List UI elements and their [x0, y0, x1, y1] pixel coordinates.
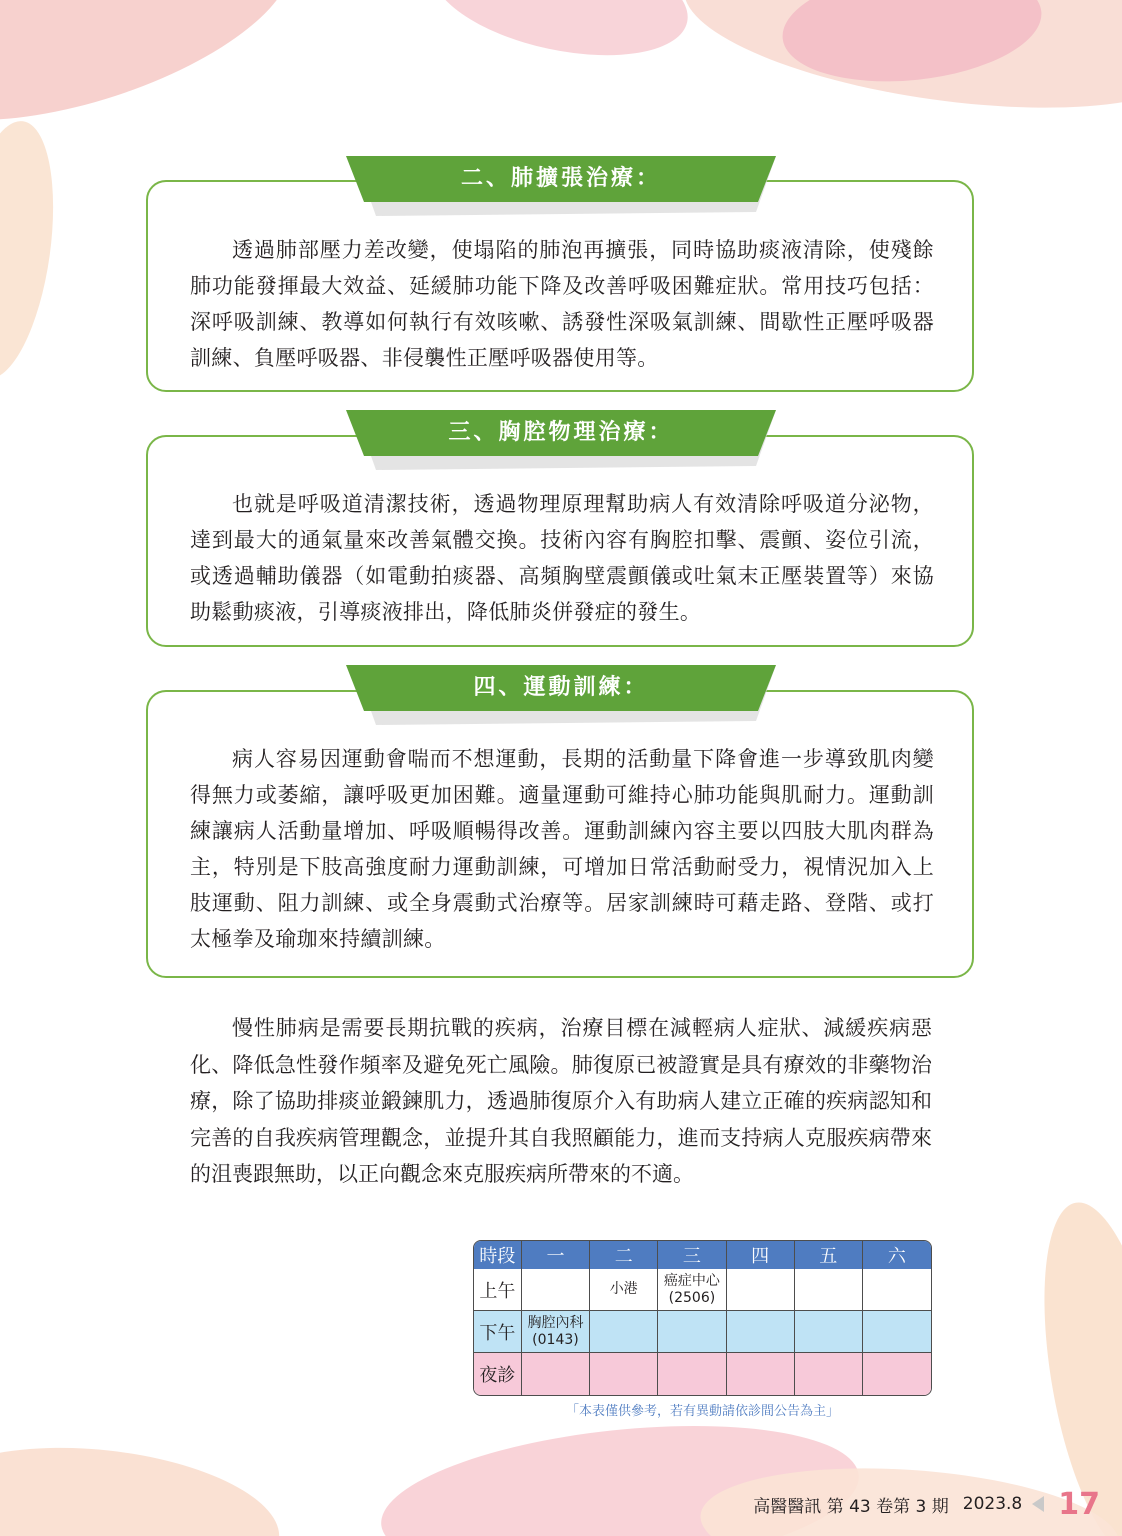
schedule-row-afternoon — [474, 1311, 931, 1353]
schedule-cell — [795, 1311, 863, 1353]
schedule-cell — [590, 1353, 658, 1395]
row-label: 上午 — [474, 1269, 522, 1311]
schedule-row-night — [474, 1353, 931, 1395]
section-heading: 四、運動訓練： — [473, 675, 649, 700]
schedule-cell — [590, 1311, 658, 1353]
schedule-cell — [658, 1353, 726, 1395]
schedule-table — [473, 1240, 932, 1396]
section-chest-physiotherapy — [146, 410, 974, 647]
schedule-cell — [727, 1269, 795, 1311]
schedule-cell — [863, 1353, 931, 1395]
day-header: 三 — [658, 1241, 726, 1269]
journal-issue: 高醫醫訊 第 43 卷第 3 期 — [753, 1496, 949, 1517]
schedule-cell — [727, 1311, 795, 1353]
brush-stroke-decoration — [0, 1432, 286, 1536]
row-label: 下午 — [474, 1311, 522, 1353]
row-label: 夜診 — [474, 1353, 522, 1395]
brush-stroke-decoration — [1022, 1193, 1122, 1536]
day-header: 一 — [522, 1241, 590, 1269]
section-heading-banner — [346, 410, 776, 460]
schedule-cell: 癌症中心 (2506) — [658, 1269, 726, 1311]
day-header: 六 — [863, 1241, 931, 1269]
schedule-cell — [795, 1353, 863, 1395]
schedule-corner-header: 時段 — [474, 1241, 522, 1269]
schedule-cell — [522, 1269, 590, 1311]
conclusion-paragraph: 慢性肺病是需要長期抗戰的疾病，治療目標在減輕病人症狀、減緩疾病惡化、降低急性發作頻率及避免死亡風險。肺復原已被證實是具有療效的非藥物治療，除了協助排痰並鍛鍊肌力，透過肺復原介入有助病人建立正確的疾病認知和完善的自我疾病管理觀念，並提升其自我照顧能力，進而支持病人克服疾病帶來的沮喪跟無助，以正向觀念來克服疾病所帶來的不適。 — [190, 1016, 932, 1186]
schedule-row-morning — [474, 1269, 931, 1311]
issue-date: 2023.8 — [962, 1494, 1023, 1514]
clinic-schedule — [473, 1240, 932, 1419]
section-heading: 二、肺擴張治療： — [460, 166, 661, 191]
day-header: 四 — [727, 1241, 795, 1269]
section-heading: 三、胸腔物理治療： — [448, 420, 674, 445]
schedule-cell — [863, 1311, 931, 1353]
brush-stroke-decoration — [0, 115, 68, 385]
brush-stroke-decoration — [0, 0, 314, 161]
schedule-note: 「本表僅供參考，若有異動請依診間公告為主」 — [565, 1404, 839, 1419]
day-header: 五 — [795, 1241, 863, 1269]
section-heading-banner — [346, 665, 776, 715]
triangle-left-icon — [1032, 1496, 1044, 1512]
section-lung-expansion — [146, 156, 974, 392]
schedule-cell — [863, 1269, 931, 1311]
schedule-cell — [658, 1311, 726, 1353]
schedule-cell — [795, 1269, 863, 1311]
schedule-cell — [522, 1353, 590, 1395]
section-body: 也就是呼吸道清潔技術，透過物理原理幫助病人有效清除呼吸道分泌物，達到最大的通氣量來改善氣體交換。技術內容有胸腔扣擊、震顫、姿位引流，或透過輔助儀器（如電動拍痰器、高頻胸壁震顫儀或吐氣末正壓裝置等）來協助鬆動痰液，引導痰液排出，降低肺炎併發症的發生。 — [190, 492, 934, 624]
section-exercise-training — [146, 665, 974, 978]
section-body: 透過肺部壓力差改變，使塌陷的肺泡再擴張，同時協助痰液清除，使殘餘肺功能發揮最大效益、延緩肺功能下降及改善呼吸困難症狀。常用技巧包括：深呼吸訓練、教導如何執行有效咳嗽、誘發性深吸氣訓練、間歇性正壓呼吸器訓練、負壓呼吸器、非侵襲性正壓呼吸器使用等。 — [190, 238, 934, 370]
page-footer — [700, 1486, 1100, 1522]
brush-stroke-decoration — [421, 0, 698, 76]
schedule-cell — [727, 1353, 795, 1395]
section-heading-banner — [346, 156, 776, 206]
section-body: 病人容易因運動會喘而不想運動，長期的活動量下降會進一步導致肌肉變得無力或萎縮，讓呼吸更加困難。適量運動可維持心肺功能與肌耐力。運動訓練讓病人活動量增加、呼吸順暢得改善。運動訓練內容主要以四肢大肌肉群為主，特別是下肢高強度耐力運動訓練，可增加日常活動耐受力，視情況加入上肢運動、阻力訓練、或全身震動式治療等。居家訓練時可藉走路、登階、或打太極拳及瑜珈來持續訓練。 — [190, 747, 934, 951]
schedule-cell: 胸腔內科 (0143) — [522, 1311, 590, 1353]
schedule-cell: 小港 — [590, 1269, 658, 1311]
day-header: 二 — [590, 1241, 658, 1269]
page-number: 17 — [1058, 1486, 1100, 1522]
